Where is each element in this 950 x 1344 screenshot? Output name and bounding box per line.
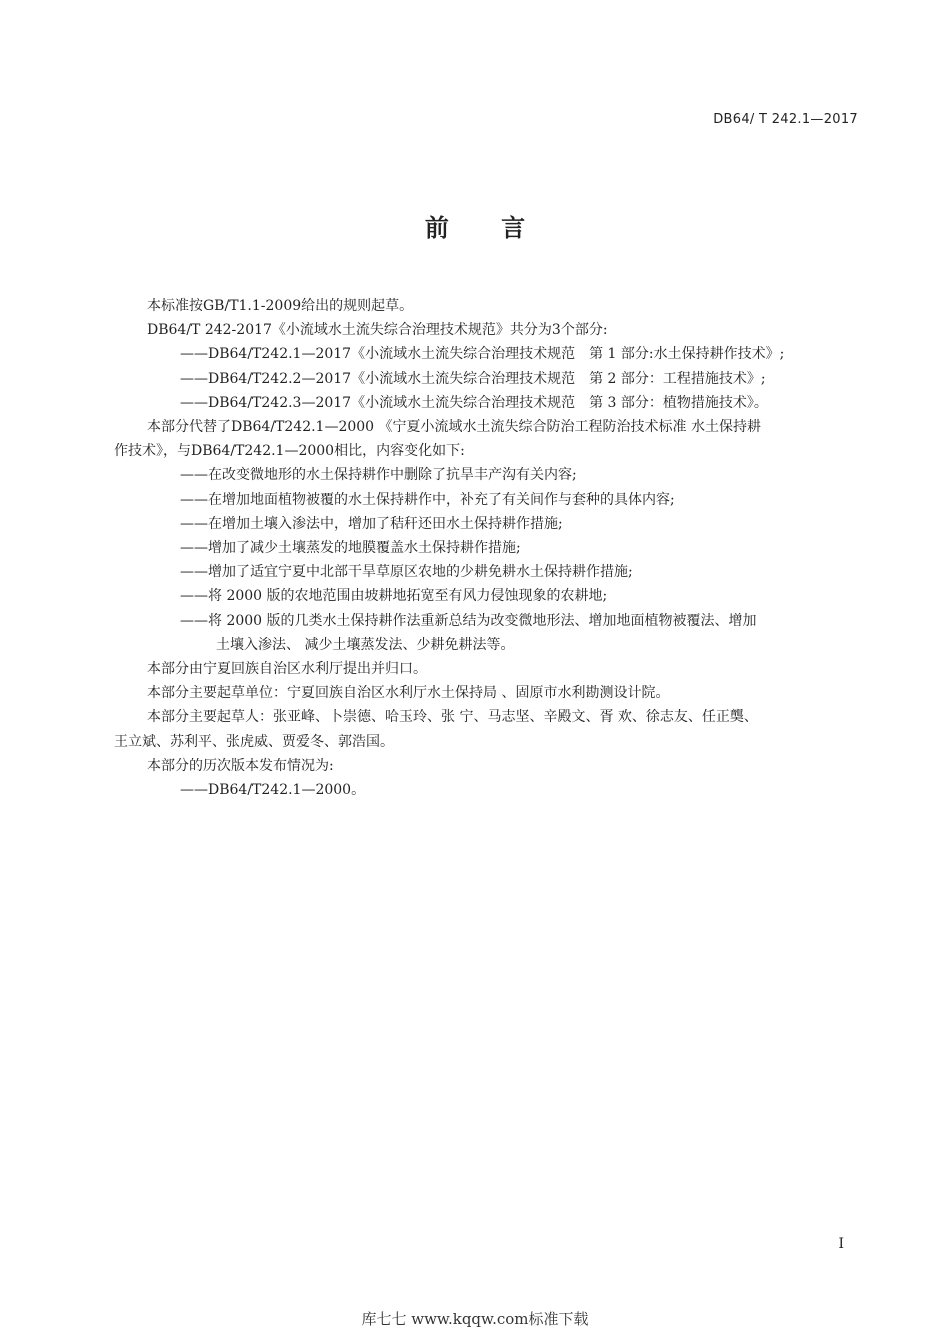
list-item: ——DB64/T242.2—2017《小流域水土流失综合治理技术规范 第 2 部分：工程措施技术》; [180,370,766,387]
paragraph: DB64/T 242-2017《小流域水土流失综合治理技术规范》共分为3个部分: [147,322,608,339]
list-item-continuation: 土壤入渗法、 减少土壤蒸发法、少耕免耕法等。 [216,636,515,653]
paragraph-continuation: 王立斌、苏利平、张虎威、贾爱冬、郭浩国。 [114,733,394,750]
list-item: ——在增加土壤入渗法中，增加了秸秆还田水土保持耕作措施; [180,515,563,532]
list-item: ——DB64/T242.1—2017《小流域水土流失综合治理技术规范 第 1 部分:水土保持耕作技术》; [180,346,785,363]
paragraph: 本部分主要起草单位：宁夏回族自治区水利厅水土保持局 、固原市水利勘测设计院。 [147,685,670,702]
list-item: ——DB64/T242.1—2000。 [180,782,366,799]
standard-code: DB64/ T 242.1—2017 [713,112,858,127]
page-number: I [838,1236,844,1252]
list-item: ——将 2000 版的几类水土保持耕作法重新总结为改变微地形法、增加地面植物被覆法、增加 [180,612,757,629]
list-item: ——增加了减少土壤蒸发的地膜覆盖水土保持耕作措施; [180,540,521,557]
foreword-body [114,294,860,802]
paragraph: 本部分的历次版本发布情况为: [147,757,334,774]
list-item: ——增加了适宜宁夏中北部干旱草原区农地的少耕免耕水土保持耕作措施; [180,564,633,581]
page-title: 前 言 [424,214,548,242]
list-item: ——在增加地面植物被覆的水土保持耕作中，补充了有关间作与套种的具体内容; [180,491,675,508]
list-item: ——将 2000 版的农地范围由坡耕地拓宽至有风力侵蚀现象的农耕地; [180,588,608,605]
list-item: ——DB64/T242.3—2017《小流域水土流失综合治理技术规范 第 3 部分：植物措施技术》。 [180,394,768,411]
paragraph: 本标准按GB/T1.1-2009给出的规则起草。 [147,298,414,314]
list-item: ——在改变微地形的水土保持耕作中删除了抗旱丰产沟有关内容; [180,467,577,484]
footer-watermark: 库七七 www.kqqw.com标准下载 [361,1310,589,1328]
paragraph: 本部分主要起草人：张亚峰、卜崇德、哈玉玲、张 宁、马志坚、辛殿文、胥 欢、徐志友、任正龑、 [147,709,758,726]
paragraph: 本部分代替了DB64/T242.1—2000 《宁夏小流域水土流失综合防治工程防治技术标准 水土保持耕 [147,419,761,436]
paragraph: 本部分由宁夏回族自治区水利厅提出并归口。 [147,661,427,678]
paragraph-continuation: 作技术》，与DB64/T242.1—2000相比，内容变化如下: [114,443,465,460]
